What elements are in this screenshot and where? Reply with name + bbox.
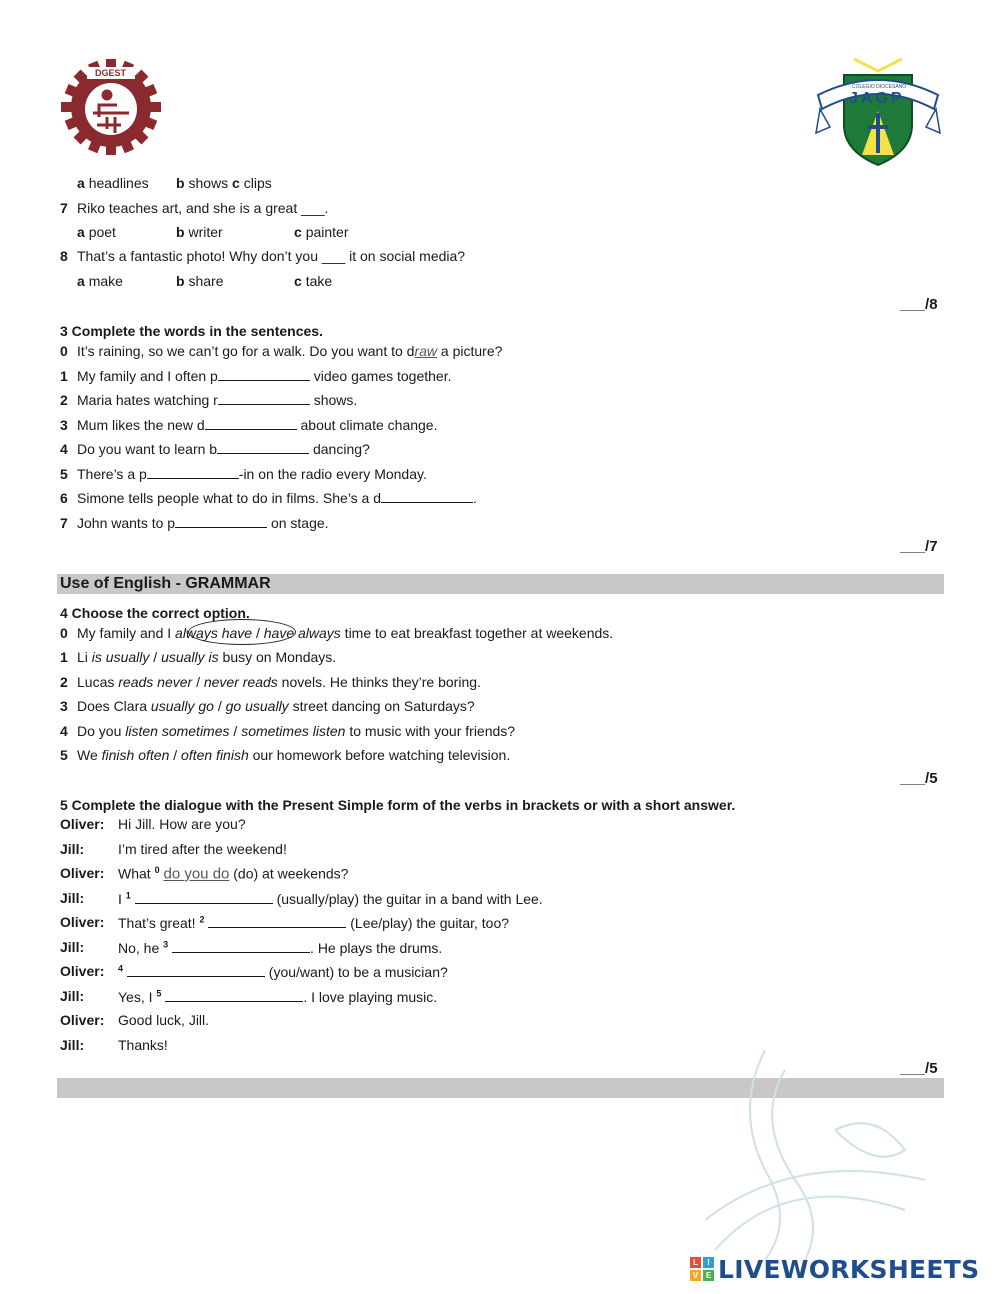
item-text-after: about climate change.	[296, 417, 438, 433]
option-1[interactable]: always have	[175, 625, 253, 641]
section3-item	[60, 514, 329, 532]
item-text-before: Do you want to learn b	[77, 441, 218, 457]
section4-item	[60, 746, 510, 764]
option-c: c painter	[294, 224, 349, 240]
section3-item	[60, 489, 477, 507]
dialogue-text: I	[118, 891, 126, 907]
item-text-before: My family and I often p	[77, 368, 218, 384]
dialogue-line	[118, 1012, 209, 1028]
dialogue-line	[118, 939, 442, 956]
item-text-before: Simone tells people what to do in films. She’s a d	[77, 490, 382, 506]
example-answer-circle	[188, 619, 296, 645]
speaker-label: Oliver:	[60, 816, 105, 832]
section3-item	[60, 440, 370, 458]
section3-item	[60, 416, 437, 434]
answer-blank[interactable]	[205, 416, 297, 430]
item-number: 5	[60, 466, 68, 482]
section5-title: 5 Complete the dialogue with the Present Simple form of the verbs in brackets or with a short answer.	[60, 797, 736, 813]
answer-blank[interactable]	[381, 489, 473, 503]
option-separator: /	[192, 674, 204, 690]
dialogue-text: Yes, I	[118, 989, 157, 1005]
item-number: 4	[60, 441, 68, 457]
speaker-label: Oliver:	[60, 1012, 105, 1028]
item-number: 7	[60, 515, 68, 531]
item-number: 1	[60, 649, 68, 665]
item-text-after: dancing?	[309, 441, 370, 457]
score-section3: ___/7	[900, 538, 938, 555]
example-answer: raw	[414, 343, 438, 359]
item-number: 3	[60, 698, 68, 714]
speaker-label: Jill:	[60, 988, 85, 1004]
option-2[interactable]: sometimes listen	[241, 723, 346, 739]
dialogue-line	[118, 816, 246, 832]
speaker-label: Jill:	[60, 841, 85, 857]
option-1[interactable]: reads never	[118, 674, 193, 690]
section4-item	[60, 624, 613, 642]
q6-options	[77, 174, 477, 192]
example-answer: do you do	[163, 865, 230, 883]
item-number: 0	[60, 625, 68, 641]
item-text-after: -in on the radio every Monday.	[238, 466, 427, 482]
jagp-logo-label: JAGP	[849, 90, 905, 107]
answer-blank[interactable]	[147, 465, 239, 479]
answer-blank[interactable]	[175, 514, 267, 528]
option-2[interactable]: never reads	[203, 674, 278, 690]
answer-blank[interactable]	[218, 367, 310, 381]
section4-item	[60, 648, 336, 666]
item-text-after: on stage.	[267, 515, 329, 531]
answer-blank[interactable]	[218, 391, 310, 405]
option-a: a headlines	[77, 175, 149, 191]
speaker-label: Oliver:	[60, 865, 105, 881]
item-text-before: Lucas	[77, 674, 119, 690]
option-b: b share	[176, 273, 224, 289]
dialogue-text: Thanks!	[118, 1037, 168, 1053]
item-number: 2	[60, 392, 68, 408]
item-text-before: Does Clara	[77, 698, 151, 714]
item-text-after: novels. He thinks they’re boring.	[277, 674, 481, 690]
item-number: 2	[60, 674, 68, 690]
dialogue-text: No, he	[118, 940, 164, 956]
dialogue-text-after: (usually/play) the guitar in a band with Lee.	[272, 891, 543, 907]
option-2[interactable]: have always	[263, 625, 341, 641]
item-text-before: There’s a p	[77, 466, 147, 482]
grammar-banner: Use of English - GRAMMAR	[57, 574, 944, 594]
option-separator: /	[169, 747, 182, 763]
dialogue-text-after: (Lee/play) the guitar, too?	[346, 915, 510, 931]
dialogue-text: I’m tired after the weekend!	[118, 841, 287, 857]
speaker-label: Jill:	[60, 1037, 85, 1053]
dialogue-line	[118, 865, 348, 883]
speaker-label: Oliver:	[60, 963, 105, 979]
section3-item	[60, 367, 452, 385]
gap-number: 5	[156, 988, 162, 999]
option-1[interactable]: is usually	[91, 649, 150, 665]
item-text-before: John wants to p	[77, 515, 176, 531]
section4-item	[60, 722, 515, 740]
option-2[interactable]: often finish	[181, 747, 249, 763]
section4-title: 4 Choose the correct option.	[60, 605, 250, 621]
jagp-logo-motto: COLEGIO DIOCESANO	[852, 84, 907, 90]
item-text-after: .	[473, 490, 477, 506]
option-separator: /	[213, 698, 226, 714]
liveworksheets-logo[interactable]	[690, 1254, 979, 1284]
answer-blank[interactable]	[127, 963, 265, 977]
jagp-logo	[814, 55, 942, 167]
q7-question: 7 Riko teaches art, and she is a great ___.	[60, 200, 329, 216]
watermark-graphic	[705, 1050, 935, 1260]
item-text-after: to music with your friends?	[345, 723, 516, 739]
speaker-label: Oliver:	[60, 914, 105, 930]
dgest-logo-label: DGEST	[95, 68, 127, 78]
option-2[interactable]: usually is	[161, 649, 219, 665]
item-number: 1	[60, 368, 68, 384]
option-1[interactable]: listen sometimes	[125, 723, 230, 739]
q8-question: 8 That’s a fantastic photo! Why don’t you ___ it on social media?	[60, 248, 466, 264]
section3-example: 0 It’s raining, so we can’t go for a walk. Do you want to draw a picture?	[60, 343, 503, 359]
dialogue-text: That’s great!	[118, 915, 200, 931]
dialogue-line	[118, 1037, 168, 1053]
item-text-after: our homework before watching television.	[248, 747, 511, 763]
dialogue-text-after: . He plays the drums.	[310, 940, 443, 956]
score-section4: ___/5	[900, 770, 938, 787]
item-text-after: shows.	[309, 392, 358, 408]
option-a: a poet	[77, 224, 116, 240]
answer-blank[interactable]	[165, 988, 303, 1002]
dialogue-text-after: (do) at weekends?	[229, 865, 349, 882]
item-number: 3	[60, 417, 68, 433]
dialogue-line	[118, 890, 543, 907]
gap-number: 2	[199, 914, 205, 925]
item-text-before: My family and I	[77, 625, 176, 641]
option-c: c take	[294, 273, 333, 289]
section3-item	[60, 391, 357, 409]
dialogue-line	[118, 988, 437, 1005]
option-separator: /	[252, 625, 264, 641]
dialogue-text-after: . I love playing music.	[303, 989, 438, 1005]
liveworksheets-wordmark: LIVEWORKSHEETS	[718, 1254, 980, 1284]
dialogue-text-after: (you/want) to be a musician?	[264, 964, 448, 980]
item-number: 4	[60, 723, 68, 739]
dialogue-line	[118, 914, 509, 931]
option-separator: /	[149, 649, 162, 665]
item-text-before: Mum likes the new d	[77, 417, 205, 433]
item-text-before: Do you	[77, 723, 126, 739]
dialogue-line	[118, 841, 287, 857]
answer-blank[interactable]	[172, 939, 310, 953]
liveworksheets-mark-icon: L I V E	[690, 1257, 714, 1281]
item-text-before: We	[77, 747, 102, 763]
gap-number: 1	[125, 890, 131, 901]
answer-blank[interactable]	[208, 914, 346, 928]
q7-options	[77, 223, 477, 241]
item-text-after: video games together.	[309, 368, 452, 384]
item-text-after: busy on Mondays.	[218, 649, 337, 665]
answer-blank[interactable]	[135, 890, 273, 904]
answer-blank[interactable]	[217, 440, 309, 454]
option-b: b shows c clips	[176, 175, 272, 191]
gap-number: 4	[118, 963, 124, 974]
item-text-before: Li	[77, 649, 92, 665]
score-vocab: ___/8	[900, 296, 938, 313]
item-number: 5	[60, 747, 68, 763]
item-text-after: street dancing on Saturdays?	[288, 698, 475, 714]
section3-item	[60, 465, 427, 483]
gap-number: 0	[154, 865, 160, 875]
option-2[interactable]: go usually	[225, 698, 289, 714]
dialogue-text: Good luck, Jill.	[118, 1012, 210, 1028]
option-1[interactable]: finish often	[101, 747, 170, 763]
item-text-before: Maria hates watching r	[77, 392, 218, 408]
option-separator: /	[229, 723, 242, 739]
option-1[interactable]: usually go	[150, 698, 214, 714]
score-section5: ___/5	[900, 1060, 938, 1077]
section4-item	[60, 673, 481, 691]
item-number: 6	[60, 490, 68, 506]
dialogue-text: What	[118, 865, 155, 882]
gap-number: 3	[163, 939, 169, 950]
item-text-after: time to eat breakfast together at weekends.	[340, 625, 614, 641]
speaker-label: Jill:	[60, 939, 85, 955]
section4-item	[60, 697, 475, 715]
dgest-logo	[57, 57, 165, 157]
speaker-label: Jill:	[60, 890, 85, 906]
option-a: a make	[77, 273, 123, 289]
q8-options	[77, 272, 477, 290]
dialogue-line	[118, 963, 448, 980]
option-b: b writer	[176, 224, 223, 240]
section3-title: 3 Complete the words in the sentences.	[60, 323, 323, 339]
dialogue-text: Hi Jill. How are you?	[118, 816, 246, 832]
